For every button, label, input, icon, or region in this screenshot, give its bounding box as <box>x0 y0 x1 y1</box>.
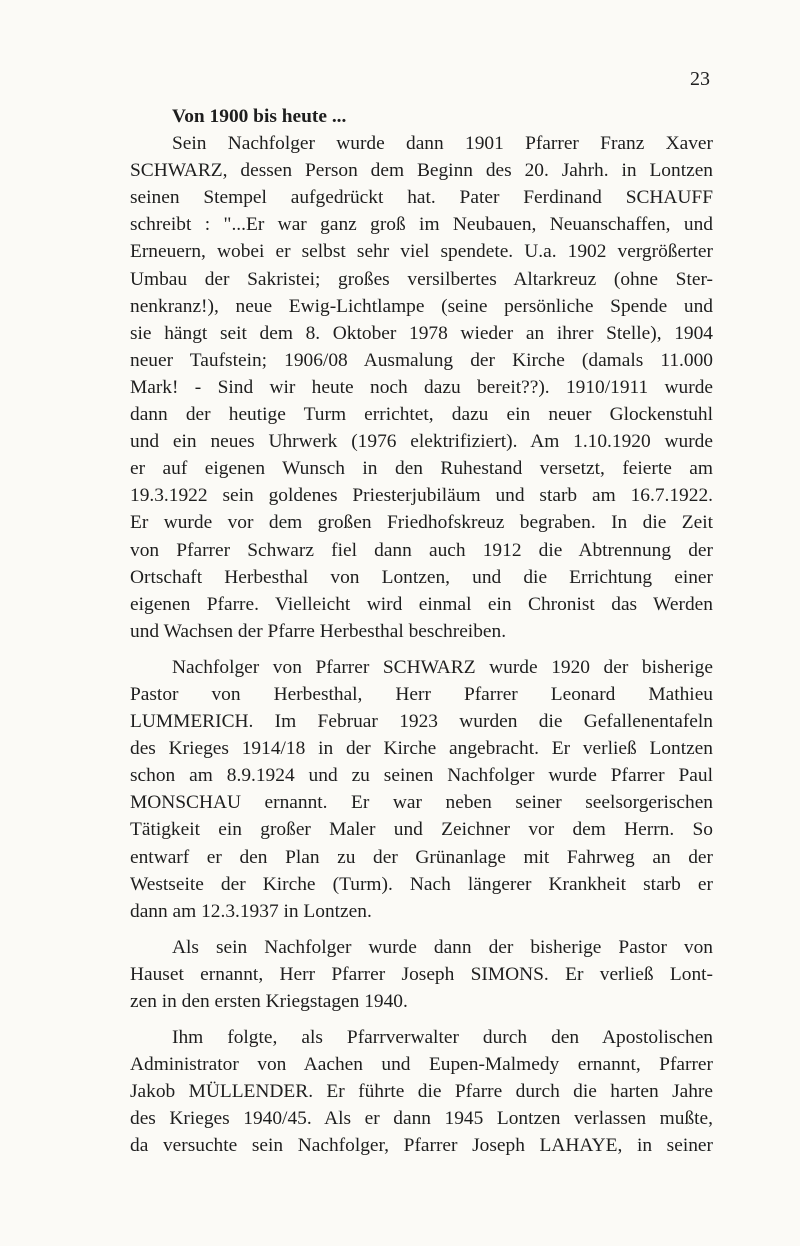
text-line: Tätigkeit ein großer Maler und Zeichner vor dem Herrn. So <box>130 819 713 841</box>
paragraph-3 <box>130 934 713 1015</box>
section-heading: Von 1900 bis heute ... <box>172 106 347 127</box>
text-line: Pastor von Herbesthal, Herr Pfarrer Leonard Mathieu <box>130 683 713 705</box>
paragraph-4 <box>130 1024 713 1159</box>
text-line: LUMMERICH. Im Februar 1923 wurden die Gefallenentafeln <box>130 711 713 733</box>
text-body <box>130 103 713 1160</box>
text-line: 19.3.1922 sein goldenes Priesterjubiläum und starb am 16.7.1922. <box>130 485 713 507</box>
text-line: Ortschaft Herbesthal von Lontzen, und die Errichtung einer <box>130 566 713 588</box>
text-line: schreibt : "...Er war ganz groß im Neubauen, Neuanschaffen, und <box>130 214 713 236</box>
text-line: Umbau der Sakristei; großes versilbertes Altarkreuz (ohne Ster- <box>130 268 713 290</box>
text-line: schon am 8.9.1924 und zu seinen Nachfolger wurde Pfarrer Paul <box>130 765 713 787</box>
text-line: Als sein Nachfolger wurde dann der bisherige Pastor von <box>172 936 713 958</box>
paragraph-1 <box>130 130 713 645</box>
paragraph-2 <box>130 654 713 925</box>
text-line: SCHWARZ, dessen Person dem Beginn des 20. Jahrh. in Lontzen <box>130 160 713 182</box>
text-line: eigenen Pfarre. Vielleicht wird einmal ein Chronist das Werden <box>130 593 713 615</box>
text-line: Administrator von Aachen und Eupen-Malmedy ernannt, Pfarrer <box>130 1054 713 1076</box>
text-line: da versuchte sein Nachfolger, Pfarrer Joseph LAHAYE, in seiner <box>130 1135 713 1157</box>
text-line: dann am 12.3.1937 in Lontzen. <box>130 900 372 922</box>
text-line: Ihm folgte, als Pfarrverwalter durch den Apostolischen <box>172 1027 713 1049</box>
text-line: Erneuern, wobei er selbst sehr viel spendete. U.a. 1902 vergrößerter <box>130 241 713 263</box>
text-line: von Pfarrer Schwarz fiel dann auch 1912 die Abtrennung der <box>130 539 713 561</box>
text-line: seinen Stempel aufgedrückt hat. Pater Ferdinand SCHAUFF <box>130 187 713 209</box>
text-line: des Krieges 1914/18 in der Kirche angebracht. Er verließ Lontzen <box>130 738 713 760</box>
text-line: Mark! - Sind wir heute noch dazu bereit??). 1910/1911 wurde <box>130 376 713 398</box>
text-line: Nachfolger von Pfarrer SCHWARZ wurde 1920 der bisherige <box>172 656 713 678</box>
text-line: Westseite der Kirche (Turm). Nach längerer Krankheit starb er <box>130 873 713 895</box>
text-line: und ein neues Uhrwerk (1976 elektrifiziert). Am 1.10.1920 wurde <box>130 431 713 453</box>
text-line: Hauset ernannt, Herr Pfarrer Joseph SIMONS. Er verließ Lont- <box>130 963 713 985</box>
text-line: nenkranz!), neue Ewig-Lichtlampe (seine persönliche Spende und <box>130 295 713 317</box>
text-line: zen in den ersten Kriegstagen 1940. <box>130 991 408 1012</box>
text-line: Jakob MÜLLENDER. Er führte die Pfarre durch die harten Jahre <box>130 1081 713 1103</box>
text-line: sie hängt seit dem 8. Oktober 1978 wieder an ihrer Stelle), 1904 <box>130 322 713 344</box>
text-line: und Wachsen der Pfarre Herbesthal beschreiben. <box>130 620 507 642</box>
text-line: MONSCHAU ernannt. Er war neben seiner seelsorgerischen <box>130 792 713 814</box>
page-number: 23 <box>690 68 710 90</box>
text-line: Sein Nachfolger wurde dann 1901 Pfarrer Franz Xaver <box>172 133 713 155</box>
text-line: dann der heutige Turm errichtet, dazu ein neuer Glockenstuhl <box>130 404 713 426</box>
text-line: entwarf er den Plan zu der Grünanlage mit Fahrweg an der <box>130 846 713 868</box>
text-line: er auf eigenen Wunsch in den Ruhestand versetzt, feierte am <box>130 458 713 480</box>
text-line: Er wurde vor dem großen Friedhofskreuz begraben. In die Zeit <box>130 512 713 534</box>
text-line: neuer Taufstein; 1906/08 Ausmalung der Kirche (damals 11.000 <box>130 349 713 371</box>
text-line: des Krieges 1940/45. Als er dann 1945 Lontzen verlassen mußte, <box>130 1108 713 1130</box>
